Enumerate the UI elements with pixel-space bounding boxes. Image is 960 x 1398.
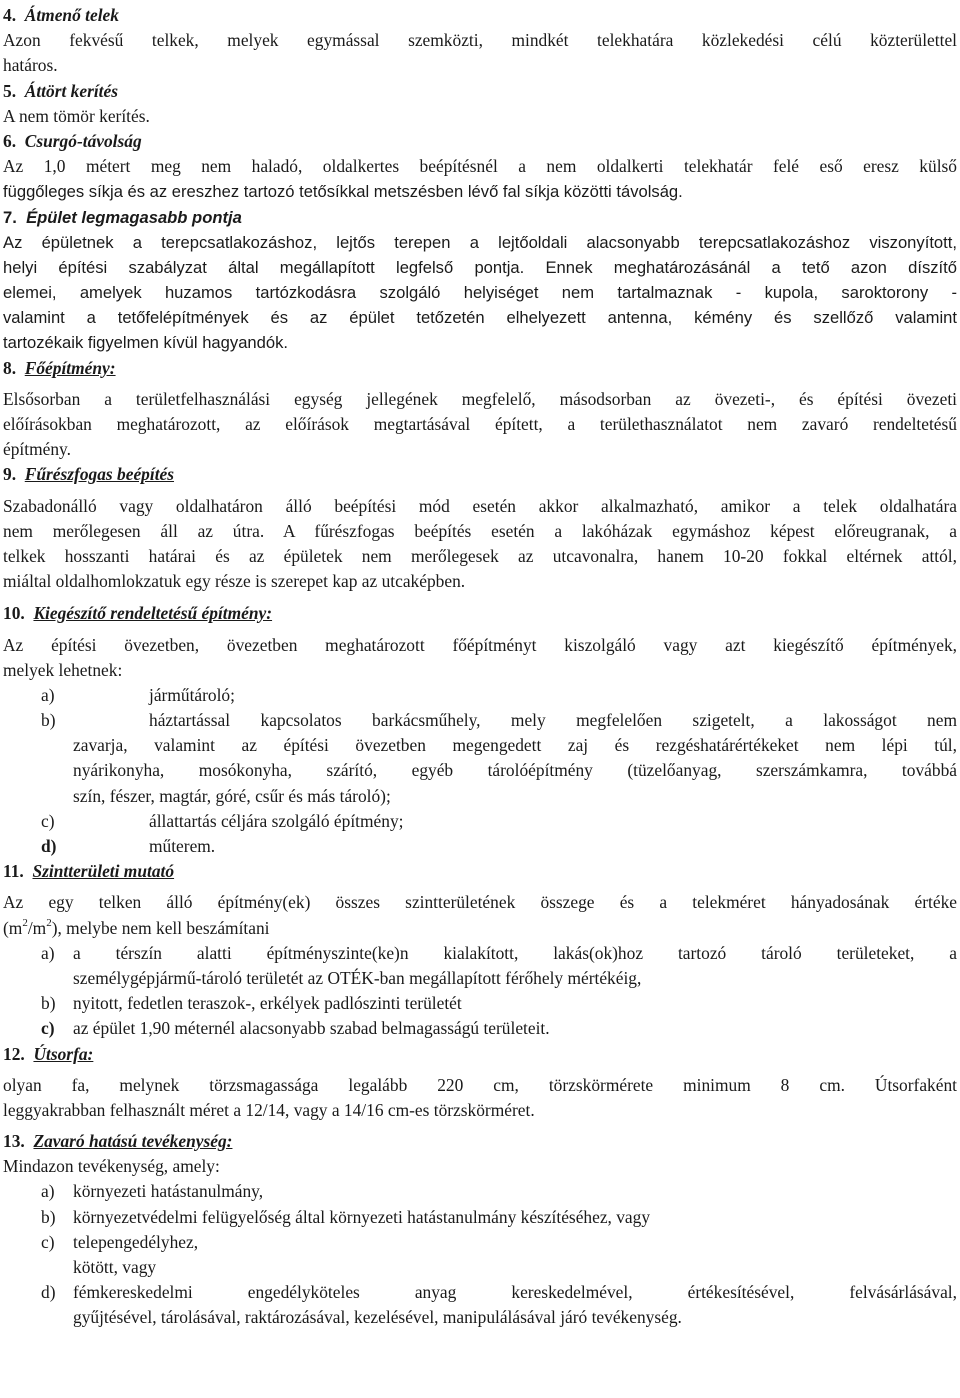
list-label: c) [41, 1018, 55, 1039]
section-12-heading [3, 1042, 957, 1067]
list-item [3, 1230, 957, 1255]
body-line: A nem tömör kerítés. [3, 105, 150, 126]
list-text: környezetvédelmi felügyelőség által környezeti hatástanulmány készítéséhez, vagy [73, 1206, 651, 1227]
section-title: Épület legmagasabb pontja [26, 207, 242, 227]
section-title: Átmenő telek [24, 5, 119, 25]
section-title: Kiegészítő rendeltetésű építmény: [33, 603, 273, 624]
body-line: Az 1,0 métert meg nem haladó, oldalkertes beépítésnél a nem oldalkerti telekhatár felé eső eresz külső [3, 156, 957, 177]
section-number: 8. [3, 357, 17, 378]
list-text: nyitott, fedetlen teraszok-, erkélyek padlószinti területét [73, 993, 462, 1014]
list-text: műterem. [149, 836, 216, 856]
list-label: a) [41, 684, 55, 705]
list-item [3, 941, 957, 966]
section-number: 13. [3, 1131, 25, 1152]
section-7-heading [3, 205, 957, 230]
list-item [3, 834, 957, 859]
list-text: háztartással kapcsolatos barkácsműhely, mely megfelelően szigetelt, a lakosságot nem [149, 710, 957, 731]
list-continuation: gyűjtésével, tárolásával, raktározásával, kezelésével, manipulálásával járó tevékenység. [73, 1307, 682, 1328]
section-number: 11. [3, 861, 24, 882]
body-line: helyi építési szabályzat által megállapított legfelső pontja. Ennek meghatározásánál a tető azon díszítő [3, 257, 957, 277]
body-line: telkek hosszanti határai és az épületek nem merőlegesek az utcavonalra, hanem 10-20 fokkal eltérnek attól, [3, 545, 957, 566]
list-continuation: személygépjármű-tároló területét az OTÉK-ban megállapított férőhely mértékéig, [73, 967, 642, 988]
section-6-heading [3, 129, 957, 154]
list-text: fémkereskedelmi engedélyköteles anyag kereskedelmével, értékesítésével, felvásárlásával, [73, 1282, 957, 1303]
list-text: állattartás céljára szolgáló építmény; [149, 810, 404, 831]
superscript: 2 [22, 916, 28, 929]
section-13-heading [3, 1129, 957, 1154]
list-text: a térszín alatti építményszinte(ke)n kialakított, lakás(ok)hoz tartozó tároló területeket, a [73, 942, 957, 963]
section-title: Útsorfa: [33, 1043, 94, 1064]
body-line: Elsősorban a területfelhasználási egység jellegének megfelelő, másodsorban az övezeti-, és építési övezeti [3, 388, 957, 409]
body-line: építmény. [3, 439, 71, 460]
section-number: 5. [3, 80, 17, 101]
body-line: elemei, amelyek huzamos tartózkodásra szolgáló helyiséget nem tartalmaznak - kupola, saroktorony - [3, 283, 957, 303]
body-line: Az épületnek a terepcsatlakozáshoz, lejtős terepen a lejtőoldali alacsonyabb terepcsatlakozáshoz viszonyított, [3, 232, 957, 252]
list-continuation: zavarja, valamint az építési övezetben megengedett zaj és rezgéshatárértékeket nem lépi túl, [73, 735, 957, 756]
list-label: b) [41, 993, 56, 1014]
list-item [3, 1016, 957, 1041]
list-text: járműtároló; [149, 684, 235, 705]
body-text: ), melybe nem kell beszámítani [51, 917, 270, 938]
list-continuation: nyárikonyha, mosókonyha, szárító, egyéb tárolóépítmény (tüzelőanyag, szerszámkamra, továbbá [73, 760, 957, 781]
section-number: 4. [3, 5, 17, 25]
body-line: Mindazon tevékenység, amely: [3, 1156, 220, 1177]
section-8-heading [3, 356, 957, 381]
list-label: d) [41, 1282, 56, 1303]
section-number: 7. [3, 207, 17, 227]
list-label: d) [41, 836, 57, 856]
body-text: /m [27, 917, 47, 938]
list-item [3, 1280, 957, 1305]
body-line [3, 916, 957, 941]
section-number: 10. [3, 603, 25, 624]
body-line: Az egy telken álló építmény(ek) összes szintterületének összege és a telekméret hányadosának értéke [3, 892, 957, 913]
list-label: a) [41, 942, 55, 963]
list-continuation: szín, fészer, magtár, góré, csűr és más tároló); [73, 785, 391, 806]
list-item [3, 683, 957, 708]
section-title: Áttört kerítés [24, 80, 118, 101]
section-title: Csurgó-távolság [24, 130, 142, 151]
section-10-heading [3, 601, 957, 626]
section-number: 6. [3, 130, 17, 151]
section-5-heading [3, 79, 957, 104]
list-label: a) [41, 1181, 55, 1202]
section-title: Főépítmény: [24, 357, 116, 378]
list-item [3, 1205, 957, 1230]
list-item [3, 1179, 957, 1204]
section-11-heading [3, 859, 957, 884]
body-line: leggyakrabban felhasznált méret a 12/14, vagy a 14/16 cm-es törzskörméret. [3, 1099, 535, 1120]
body-line: valamint a tetőfelépítmények és az épület tetőzetén elhelyezett antenna, kémény és szellőző valamint [3, 308, 957, 328]
body-line: függőleges síkja és az ereszhez tartozó tetősíkkal metszésben lévő fal síkja közötti távolság. [3, 182, 683, 202]
list-text: telepengedélyhez, [73, 1231, 199, 1252]
body-line: Szabadonálló vagy oldalhatáron álló beépítési mód esetén akkor alkalmazható, amikor a telek oldalhatára [3, 495, 957, 516]
section-4-heading [3, 3, 957, 28]
section-number: 9. [3, 464, 17, 485]
section-number: 12. [3, 1043, 25, 1064]
document-page [3, 3, 957, 1331]
body-line: olyan fa, melynek törzsmagassága legalább 220 cm, törzskörmérete minimum 8 cm. Útsorfaként [3, 1074, 957, 1095]
body-line: nem merőlegesen áll az útra. A fűrészfogas beépítés esetén a lakóházak egymáshoz képest előreugranak, a [3, 520, 957, 541]
body-line: miáltal oldalhomlokzatuk egy része is szerepet kap az utcaképben. [3, 571, 466, 592]
body-line: Az építési övezetben, övezetben meghatározott főépítményt kiszolgáló vagy azt kiegészítő építmények, [3, 634, 957, 655]
section-title: Fűrészfogas beépítés [24, 464, 175, 485]
section-9-heading [3, 462, 957, 487]
list-item [3, 991, 957, 1016]
superscript: 2 [46, 916, 52, 929]
list-text: az épület 1,90 méternél alacsonyabb szabad belmagasságú területeit. [73, 1018, 550, 1039]
section-title: Zavaró hatású tevékenység: [33, 1131, 233, 1152]
section-title: Szintterületi mutató [32, 861, 175, 882]
body-line: tartozékaik figyelmen kívül hagyandók. [3, 333, 289, 353]
list-item [3, 708, 957, 733]
list-label: c) [41, 810, 55, 831]
body-text: (m [3, 917, 23, 938]
list-label: c) [41, 1231, 55, 1252]
body-line: Azon fekvésű telkek, melyek egymással szemközti, mindkét telekhatára közlekedési célú közterülettel [3, 30, 957, 51]
list-label: b) [41, 1206, 56, 1227]
body-line: határos. [3, 55, 58, 76]
list-item [3, 809, 957, 834]
list-continuation: kötött, vagy [73, 1257, 157, 1277]
list-label: b) [41, 710, 56, 731]
body-line: előírásokban meghatározott, az előírások megtartásával épített, a területhasználatot nem zavaró rendeltetésű [3, 414, 957, 434]
list-text: környezeti hatástanulmány, [73, 1181, 264, 1202]
body-line: melyek lehetnek: [3, 659, 123, 680]
